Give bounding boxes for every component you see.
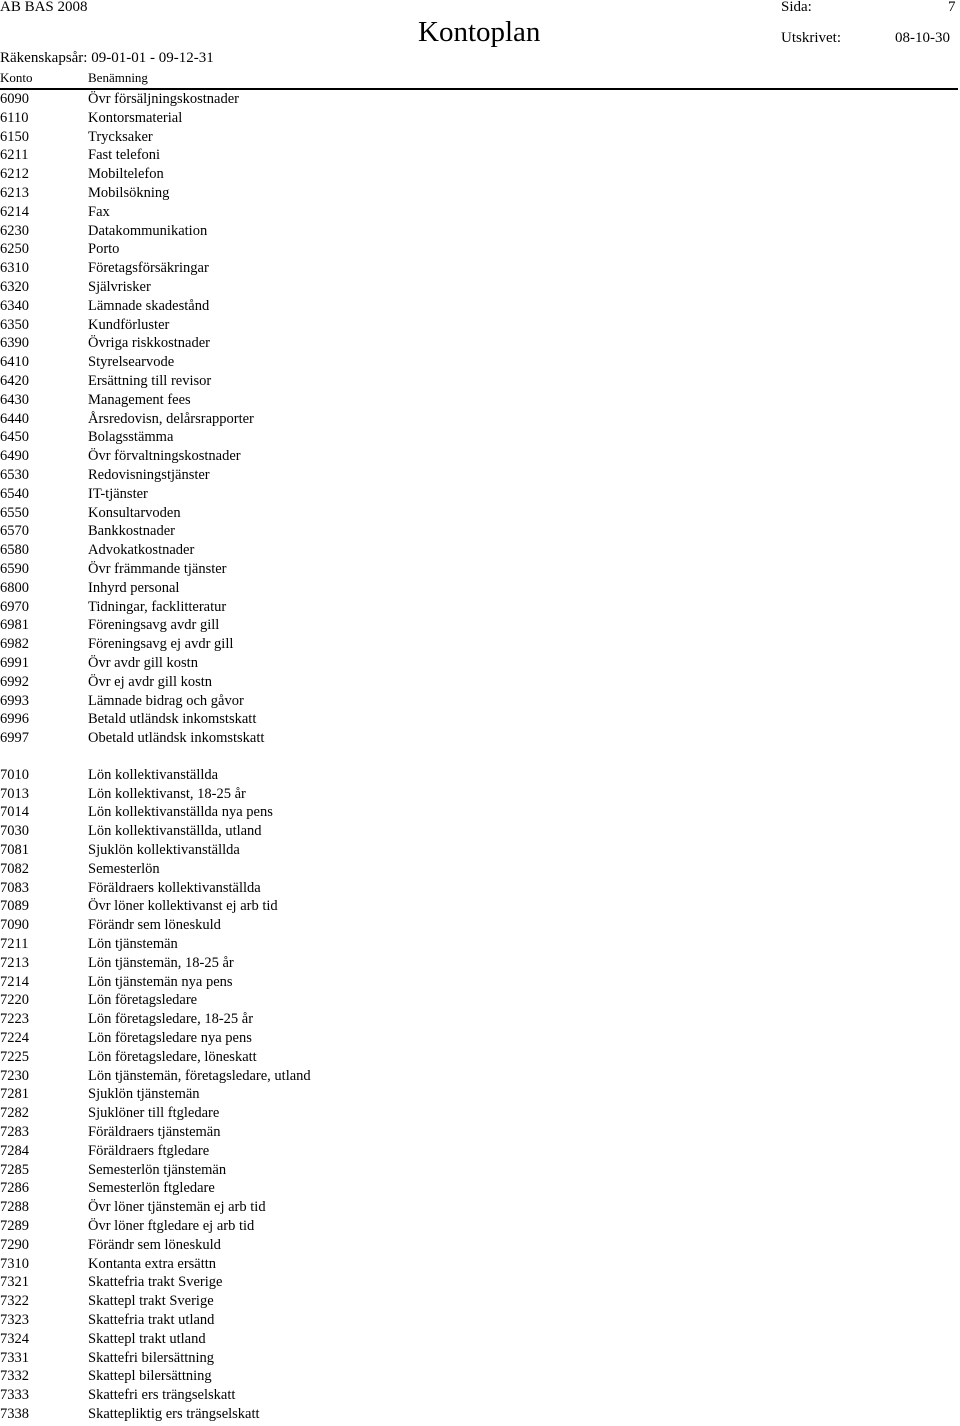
account-name: Obetald utländsk inkomstskatt bbox=[88, 730, 265, 747]
account-name: Övriga riskkostnader bbox=[88, 335, 211, 352]
account-number: 7284 bbox=[0, 1142, 29, 1159]
account-group bbox=[0, 90, 960, 748]
account-name: Lön tjänstemän nya pens bbox=[88, 973, 233, 990]
account-number: 7310 bbox=[0, 1255, 29, 1272]
account-number: 6530 bbox=[0, 466, 29, 483]
account-row bbox=[0, 428, 960, 447]
account-number: 6992 bbox=[0, 673, 29, 690]
account-name: Självrisker bbox=[88, 278, 151, 295]
account-name: Lön företagsledare bbox=[88, 992, 198, 1009]
account-row bbox=[0, 485, 960, 504]
account-name: Kundförluster bbox=[88, 316, 170, 333]
account-name: Skattefri ers trängselskatt bbox=[88, 1387, 236, 1404]
account-number: 6150 bbox=[0, 128, 29, 145]
account-name: Bolagsstämma bbox=[88, 429, 174, 446]
account-number: 6590 bbox=[0, 560, 29, 577]
account-row bbox=[0, 692, 960, 711]
account-name: Mobilsökning bbox=[88, 184, 170, 201]
account-number: 7285 bbox=[0, 1161, 29, 1178]
account-name: Fast telefoni bbox=[88, 147, 161, 164]
account-name: Lön kollektivanst, 18-25 år bbox=[88, 785, 246, 802]
account-row bbox=[0, 504, 960, 523]
account-row bbox=[0, 616, 960, 635]
account-number: 6410 bbox=[0, 354, 29, 371]
column-header-account: Konto bbox=[0, 70, 33, 85]
account-row bbox=[0, 1367, 960, 1386]
account-name: Övr avdr gill kostn bbox=[88, 654, 198, 671]
account-name: Lön tjänstemän, företagsledare, utland bbox=[88, 1067, 311, 1084]
account-row bbox=[0, 353, 960, 372]
account-number: 6320 bbox=[0, 278, 29, 295]
account-row bbox=[0, 1104, 960, 1123]
account-row bbox=[0, 654, 960, 673]
account-number: 7288 bbox=[0, 1199, 29, 1216]
account-name: Övr löner tjänstemän ej arb tid bbox=[88, 1199, 266, 1216]
account-row bbox=[0, 991, 960, 1010]
account-row bbox=[0, 1142, 960, 1161]
account-row bbox=[0, 165, 960, 184]
account-name: Föräldraers tjänstemän bbox=[88, 1124, 221, 1141]
account-name: Skattepl trakt utland bbox=[88, 1330, 206, 1347]
account-row bbox=[0, 1029, 960, 1048]
page-label: Sida: bbox=[781, 0, 812, 15]
printed-label: Utskrivet: bbox=[781, 30, 841, 46]
account-row bbox=[0, 109, 960, 128]
account-row bbox=[0, 860, 960, 879]
account-row bbox=[0, 1198, 960, 1217]
account-row bbox=[0, 1123, 960, 1142]
account-name: Lön företagsledare, löneskatt bbox=[88, 1048, 257, 1065]
account-row bbox=[0, 541, 960, 560]
account-row bbox=[0, 466, 960, 485]
account-name: Konsultarvoden bbox=[88, 504, 181, 521]
account-row bbox=[0, 803, 960, 822]
account-row bbox=[0, 410, 960, 429]
account-number: 7225 bbox=[0, 1048, 29, 1065]
account-number: 6213 bbox=[0, 184, 29, 201]
account-number: 7213 bbox=[0, 954, 29, 971]
account-name: Mobiltelefon bbox=[88, 166, 164, 183]
account-name: IT-tjänster bbox=[88, 485, 148, 502]
account-row bbox=[0, 372, 960, 391]
account-number: 6570 bbox=[0, 523, 29, 540]
account-number: 6214 bbox=[0, 203, 29, 220]
account-number: 7290 bbox=[0, 1236, 29, 1253]
account-row bbox=[0, 560, 960, 579]
page-number: 7 bbox=[948, 0, 956, 15]
account-number: 7083 bbox=[0, 879, 29, 896]
company-name: AB BAS 2008 bbox=[0, 0, 88, 15]
account-number: 6211 bbox=[0, 147, 29, 164]
account-number: 6490 bbox=[0, 448, 29, 465]
account-number: 6997 bbox=[0, 730, 29, 747]
account-name: Styrelsearvode bbox=[88, 354, 175, 371]
account-row bbox=[0, 1161, 960, 1180]
account-number: 7013 bbox=[0, 785, 29, 802]
account-row bbox=[0, 598, 960, 617]
account-name: Skattepliktig ers trängselskatt bbox=[88, 1405, 260, 1422]
account-row bbox=[0, 522, 960, 541]
account-row bbox=[0, 447, 960, 466]
account-row bbox=[0, 316, 960, 335]
account-number: 6350 bbox=[0, 316, 29, 333]
account-name: Sjuklön tjänstemän bbox=[88, 1086, 200, 1103]
account-row bbox=[0, 785, 960, 804]
account-row bbox=[0, 90, 960, 109]
account-number: 7014 bbox=[0, 804, 29, 821]
account-row bbox=[0, 1236, 960, 1255]
account-row bbox=[0, 1386, 960, 1405]
account-number: 7283 bbox=[0, 1124, 29, 1141]
account-row bbox=[0, 1311, 960, 1330]
account-name: Övr försäljningskostnader bbox=[88, 91, 240, 107]
account-name: Tidningar, facklitteratur bbox=[88, 598, 227, 615]
account-number: 7286 bbox=[0, 1180, 29, 1197]
account-name: Sjuklön kollektivanställda bbox=[88, 842, 240, 859]
account-name: Föreningsavg avdr gill bbox=[88, 617, 220, 634]
account-name: Skattefria trakt Sverige bbox=[88, 1274, 223, 1291]
account-name: Sjuklöner till ftgledare bbox=[88, 1105, 220, 1122]
printed-date: 08-10-30 bbox=[895, 30, 950, 46]
account-number: 6450 bbox=[0, 429, 29, 446]
account-number: 6340 bbox=[0, 297, 29, 314]
account-name: Skattefria trakt utland bbox=[88, 1312, 215, 1328]
account-number: 7281 bbox=[0, 1086, 29, 1103]
account-row bbox=[0, 729, 960, 748]
account-name: Porto bbox=[88, 241, 120, 258]
account-name: Redovisningstjänster bbox=[88, 466, 210, 483]
page-title: Kontoplan bbox=[418, 16, 541, 48]
account-row bbox=[0, 673, 960, 692]
account-name: Semesterlön bbox=[88, 860, 160, 877]
account-row bbox=[0, 297, 960, 316]
account-row bbox=[0, 916, 960, 935]
account-row bbox=[0, 1179, 960, 1198]
account-row bbox=[0, 391, 960, 410]
account-name: Lämnade bidrag och gåvor bbox=[88, 692, 244, 709]
account-number: 7090 bbox=[0, 917, 29, 934]
account-number: 7082 bbox=[0, 860, 29, 877]
account-row bbox=[0, 334, 960, 353]
account-number: 6981 bbox=[0, 617, 29, 634]
account-row bbox=[0, 1217, 960, 1236]
account-row bbox=[0, 278, 960, 297]
account-row bbox=[0, 897, 960, 916]
account-row bbox=[0, 1349, 960, 1368]
account-name: Förändr sem löneskuld bbox=[88, 917, 221, 934]
account-name: Semesterlön ftgledare bbox=[88, 1180, 215, 1197]
account-name: Lön kollektivanställda, utland bbox=[88, 823, 262, 840]
account-name: Datakommunikation bbox=[88, 222, 208, 239]
account-number: 7331 bbox=[0, 1349, 29, 1366]
account-row bbox=[0, 635, 960, 654]
account-name: Föräldraers kollektivanställda bbox=[88, 879, 261, 896]
account-name: Trycksaker bbox=[88, 128, 153, 145]
account-name: Ersättning till revisor bbox=[88, 372, 212, 389]
account-row bbox=[0, 1273, 960, 1292]
account-number: 6110 bbox=[0, 109, 29, 126]
account-row bbox=[0, 579, 960, 598]
account-number: 6310 bbox=[0, 260, 29, 277]
account-row bbox=[0, 710, 960, 729]
account-name: Skattepl bilersättning bbox=[88, 1368, 212, 1385]
account-number: 6970 bbox=[0, 598, 29, 615]
account-row bbox=[0, 203, 960, 222]
account-number: 7333 bbox=[0, 1387, 29, 1404]
account-number: 6250 bbox=[0, 241, 29, 258]
account-row bbox=[0, 146, 960, 165]
account-name: Bankkostnader bbox=[88, 523, 175, 540]
account-number: 6580 bbox=[0, 542, 29, 559]
account-number: 7289 bbox=[0, 1218, 29, 1235]
account-row bbox=[0, 1292, 960, 1311]
account-number: 6800 bbox=[0, 579, 29, 596]
account-row bbox=[0, 1067, 960, 1086]
account-name: Förändr sem löneskuld bbox=[88, 1236, 221, 1253]
account-list bbox=[0, 90, 960, 1424]
account-row bbox=[0, 259, 960, 278]
account-name: Lön kollektivanställda bbox=[88, 766, 219, 783]
account-number: 7322 bbox=[0, 1293, 29, 1310]
account-number: 7081 bbox=[0, 842, 29, 859]
account-number: 6540 bbox=[0, 485, 29, 502]
account-name: Kontorsmaterial bbox=[88, 109, 183, 126]
account-name: Lön kollektivanställda nya pens bbox=[88, 804, 273, 821]
account-row bbox=[0, 240, 960, 259]
column-header-name: Benämning bbox=[88, 70, 148, 85]
account-number: 7224 bbox=[0, 1030, 29, 1047]
account-name: Lön företagsledare, 18-25 år bbox=[88, 1011, 254, 1028]
account-name: Kontanta extra ersättn bbox=[88, 1255, 217, 1272]
account-number: 6420 bbox=[0, 372, 29, 389]
account-number: 6982 bbox=[0, 636, 29, 653]
account-row bbox=[0, 1330, 960, 1349]
account-row bbox=[0, 184, 960, 203]
account-row bbox=[0, 954, 960, 973]
account-number: 7332 bbox=[0, 1368, 29, 1385]
account-name: Årsredovisn, delårsrapporter bbox=[88, 410, 254, 427]
account-number: 7030 bbox=[0, 823, 29, 840]
account-name: Övr löner ftgledare ej arb tid bbox=[88, 1218, 255, 1235]
account-name: Övr förvaltningskostnader bbox=[88, 448, 241, 465]
account-number: 6991 bbox=[0, 654, 29, 671]
account-number: 7089 bbox=[0, 898, 29, 915]
account-row bbox=[0, 1085, 960, 1104]
account-name: Management fees bbox=[88, 391, 191, 408]
account-name: Lön företagsledare nya pens bbox=[88, 1030, 252, 1047]
account-number: 7223 bbox=[0, 1011, 29, 1028]
account-name: Inhyrd personal bbox=[88, 579, 180, 596]
account-name: Lön tjänstemän, 18-25 år bbox=[88, 954, 234, 971]
account-number: 7282 bbox=[0, 1105, 29, 1122]
account-name: Fax bbox=[88, 203, 110, 220]
account-name: Skattepl trakt Sverige bbox=[88, 1293, 214, 1310]
account-row bbox=[0, 1010, 960, 1029]
account-name: Övr främmande tjänster bbox=[88, 560, 227, 577]
account-name: Lön tjänstemän bbox=[88, 936, 178, 953]
account-number: 7323 bbox=[0, 1312, 29, 1328]
account-number: 7220 bbox=[0, 992, 29, 1009]
account-row bbox=[0, 935, 960, 954]
account-number: 6390 bbox=[0, 335, 29, 352]
account-name: Lämnade skadestånd bbox=[88, 297, 210, 314]
account-row bbox=[0, 973, 960, 992]
account-number: 6230 bbox=[0, 222, 29, 239]
account-row bbox=[0, 1048, 960, 1067]
account-number: 6440 bbox=[0, 410, 29, 427]
account-number: 6430 bbox=[0, 391, 29, 408]
account-row bbox=[0, 1405, 960, 1424]
account-name: Advokatkostnader bbox=[88, 542, 195, 559]
account-name: Företagsförsäkringar bbox=[88, 260, 209, 277]
account-number: 6212 bbox=[0, 166, 29, 183]
account-group bbox=[0, 766, 960, 1424]
account-number: 7321 bbox=[0, 1274, 29, 1291]
account-name: Föräldraers ftgledare bbox=[88, 1142, 210, 1159]
fiscal-year: Räkenskapsår: 09-01-01 - 09-12-31 bbox=[0, 50, 214, 66]
account-number: 6090 bbox=[0, 91, 29, 107]
account-number: 7214 bbox=[0, 973, 29, 990]
account-number: 6550 bbox=[0, 504, 29, 521]
account-row bbox=[0, 1255, 960, 1274]
account-number: 7211 bbox=[0, 936, 29, 953]
account-number: 7338 bbox=[0, 1405, 29, 1422]
account-row bbox=[0, 766, 960, 785]
account-name: Semesterlön tjänstemän bbox=[88, 1161, 227, 1178]
account-name: Övr ej avdr gill kostn bbox=[88, 673, 213, 690]
account-name: Betald utländsk inkomstskatt bbox=[88, 711, 257, 728]
account-row bbox=[0, 879, 960, 898]
account-number: 6993 bbox=[0, 692, 29, 709]
account-name: Skattefri bilersättning bbox=[88, 1349, 215, 1366]
account-row bbox=[0, 128, 960, 147]
account-number: 6996 bbox=[0, 711, 29, 728]
account-name: Övr löner kollektivanst ej arb tid bbox=[88, 898, 278, 915]
account-number: 7230 bbox=[0, 1067, 29, 1084]
account-number: 7324 bbox=[0, 1330, 29, 1347]
account-row bbox=[0, 222, 960, 241]
account-row bbox=[0, 841, 960, 860]
account-row bbox=[0, 822, 960, 841]
account-name: Föreningsavg ej avdr gill bbox=[88, 636, 234, 653]
account-number: 7010 bbox=[0, 766, 29, 783]
